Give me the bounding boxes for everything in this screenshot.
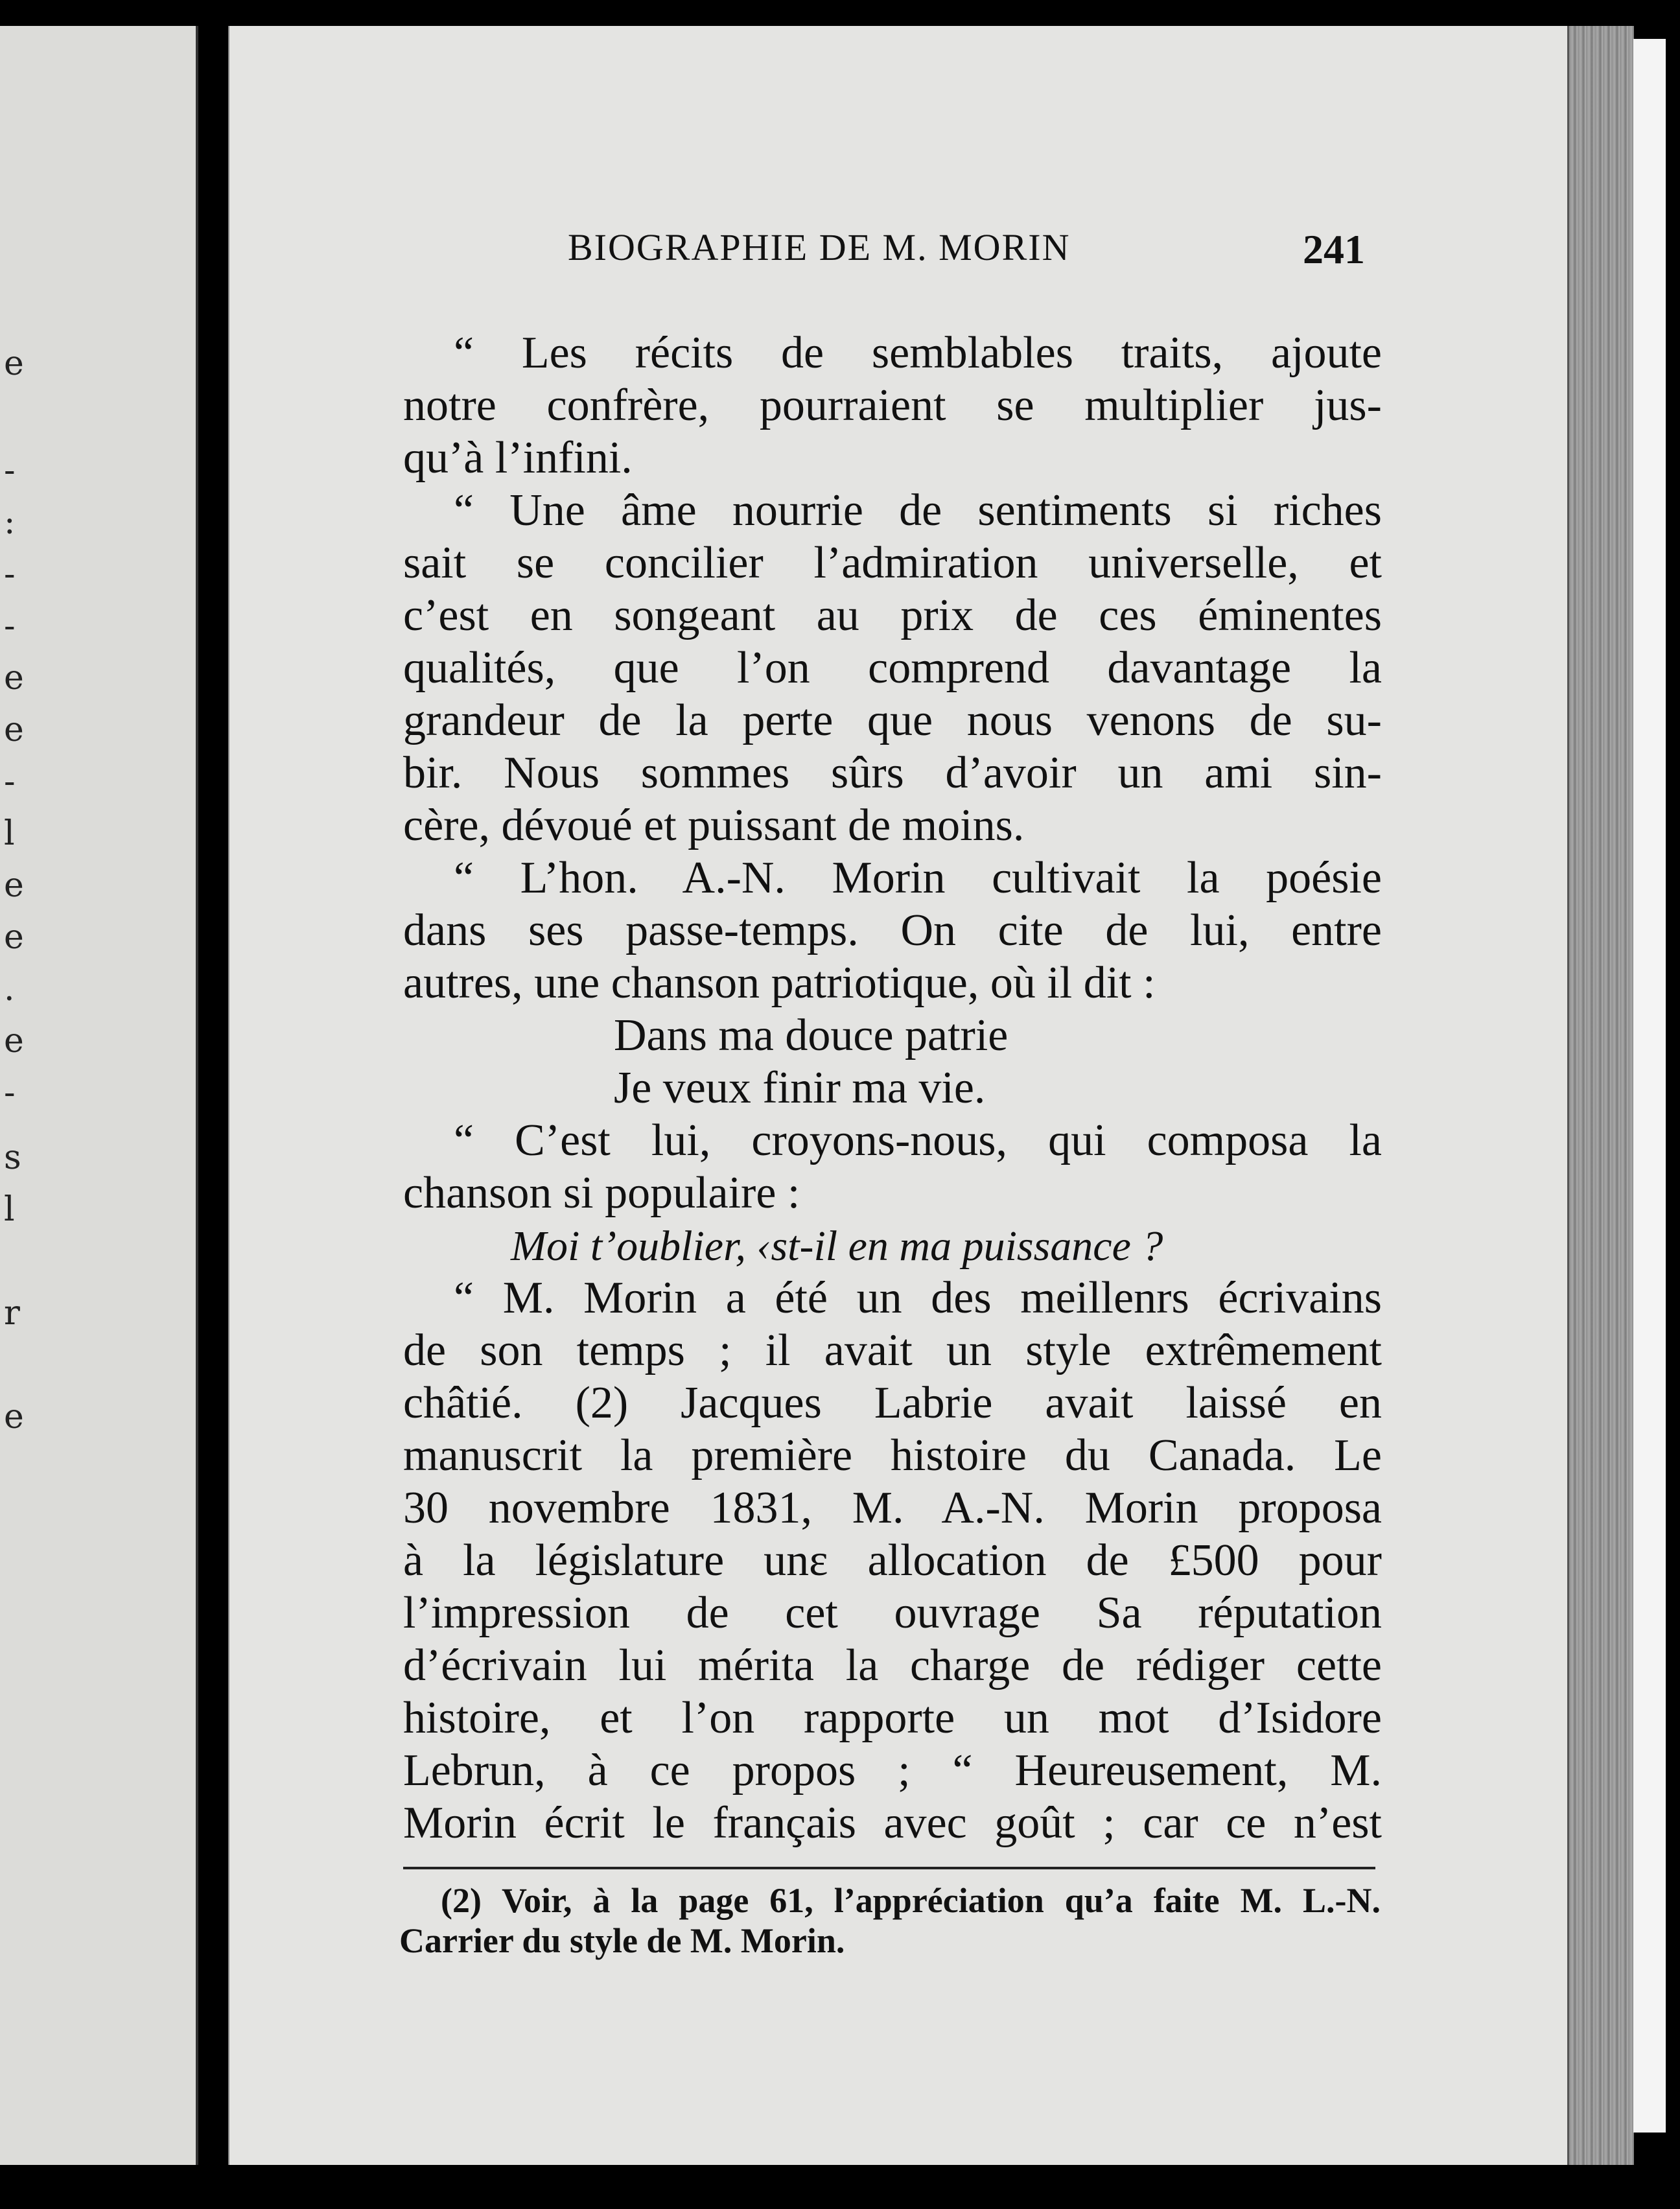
left-page-glyph: : [4,503,16,542]
left-page-glyph: e [4,1397,24,1436]
body-line: l’impression de cet ouvrage Sa réputation [403,1588,1382,1638]
left-page-glyph: - [4,607,16,646]
left-page-glyph: e [4,866,24,905]
page-number: 241 [1303,226,1365,272]
body-line: “ Une âme nourrie de sentiments si riches [454,485,1382,535]
footnote-rule [403,1867,1375,1869]
left-page-glyph: e [4,1022,24,1060]
left-page-glyph: r [4,1294,20,1333]
left-page-glyph: e [4,710,24,749]
body-line: “ L’hon. A.-N. Morin cultivait la poésie [454,853,1382,903]
left-page-glyph: - [4,1073,16,1112]
body-line: notre confrère, pourraient se multiplier jus- [403,380,1382,430]
body-line: châtié. (2) Jacques Labrie avait laissé en [403,1378,1382,1428]
body-line: “ Les récits de semblables traits, ajoute [454,328,1382,378]
body-line: sait se concilier l’admiration universelle, et [403,538,1382,588]
left-page-glyph: l [4,1190,15,1229]
body-line: manuscrit la première histoire du Canada. Le [403,1431,1382,1480]
left-page-glyph: - [4,451,16,490]
body-line: grandeur de la perte que nous venons de su- [403,695,1382,745]
left-page-glyph: . [4,970,15,1009]
body-line: à la législature unε allocation de £500 pour [403,1536,1382,1585]
left-page-glyph: - [4,762,16,801]
body-line: autres, une chanson patriotique, où il dit : [403,958,1156,1008]
body-line: Morin écrit le français avec goût ; car ce n’est [403,1798,1382,1848]
left-page-fragment [0,26,198,2165]
left-page-glyph: e [4,659,24,697]
verse-line: Dans ma douce patrie [614,1011,1009,1060]
body-line: cère, dévoué et puissant de moins. [403,801,1025,850]
body-line: de son temps ; il avait un style extrêmement [403,1326,1382,1375]
left-page-glyph: e [4,918,24,957]
left-page-glyph: e [4,344,24,383]
body-line: chanson si populaire : [403,1168,800,1218]
left-page-glyph: s [4,1138,21,1177]
body-line: qualités, que l’on comprend davantage la [403,643,1382,693]
page-edge-highlight [1633,39,1666,2133]
body-line: dans ses passe-temps. On cite de lui, entre [403,906,1382,955]
body-line: bir. Nous sommes sûrs d’avoir un ami sin- [403,748,1382,798]
body-line: c’est en songeant au prix de ces éminentes [403,590,1382,640]
body-line: “ M. Morin a été un des meillenrs écrivains [454,1273,1382,1323]
left-page-glyph: l [4,814,15,853]
body-line: Lebrun, à ce propos ; “ Heureusement, M. [403,1746,1382,1795]
body-line: “ C’est lui, croyons-nous, qui composa la [454,1116,1382,1165]
verse-line: Je veux finir ma vie. [614,1063,986,1113]
body-line: d’écrivain lui mérita la charge de rédiger cette [403,1641,1382,1690]
body-line: qu’à l’infini. [403,433,633,483]
page-edges [1567,26,1634,2165]
body-line: histoire, et l’on rapporte un mot d’Isidore [403,1693,1382,1743]
footnote-line: Carrier du style de M. Morin. [399,1921,845,1960]
footnote-line: (2) Voir, à la page 61, l’appréciation qu’a faite M. L.-N. [441,1881,1381,1920]
left-page-glyph: - [4,555,16,594]
verse-line-italic: Moi t’oublier, ‹st-il en ma puissance ? [511,1222,1163,1270]
running-title: BIOGRAPHIE DE M. MORIN [568,226,1071,268]
body-line: 30 novembre 1831, M. A.-N. Morin proposa [403,1483,1382,1533]
